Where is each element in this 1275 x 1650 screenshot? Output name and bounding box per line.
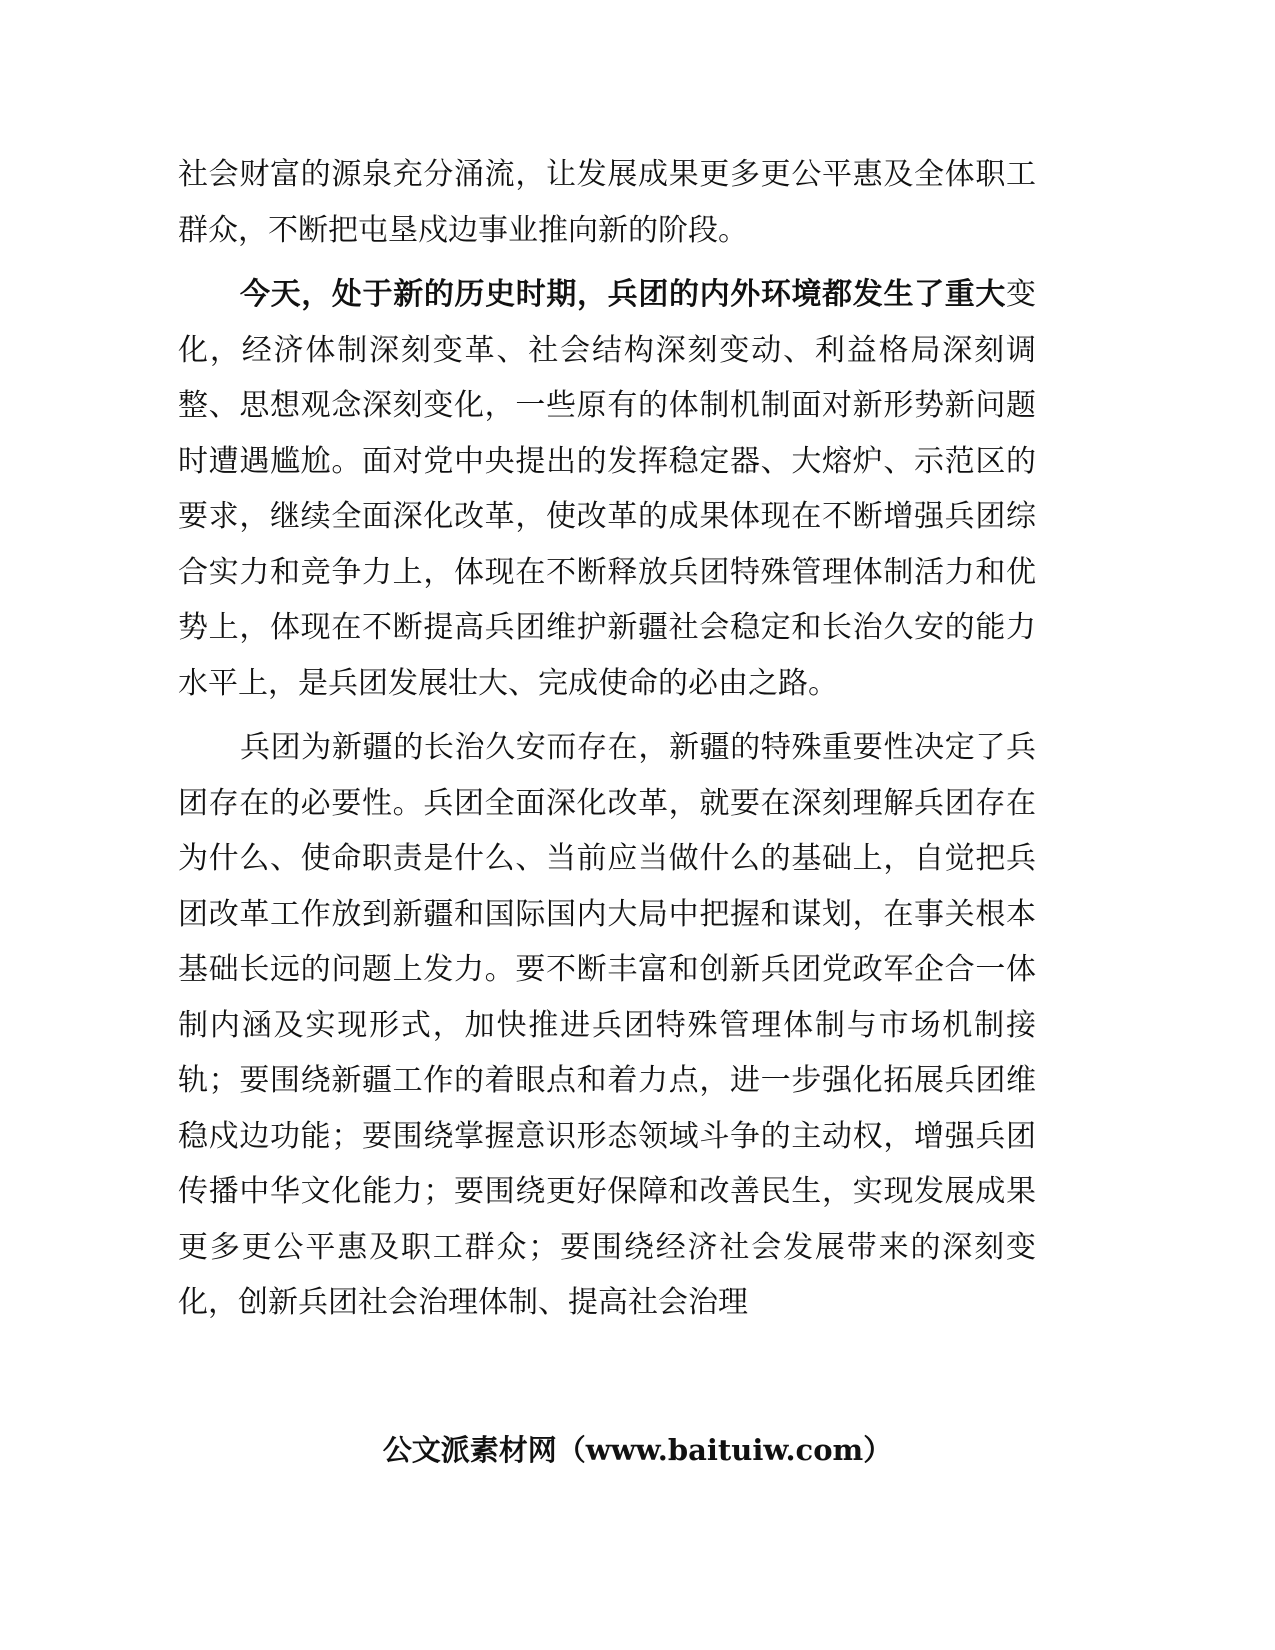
- paragraph-lead-bold: 今天，处于新的历史时期，兵团的内外环境都发生了重大: [240, 277, 1006, 312]
- footer-watermark: 公文派素材网（www.baituiw.com）: [382, 1433, 893, 1467]
- paragraph-today: [178, 267, 1036, 711]
- document-body: [178, 147, 1036, 1340]
- paragraph-body: 变化，经济体制深刻变革、社会结构深刻变动、利益格局深刻调整、思想观念深刻变化，一些原有的体制机制面对新形势新问题时遭遇尴尬。面对党中央提出的发挥稳定器、大熔炉、示范区的要求，继续全面深化改革，使改革的成果体现在不断增强兵团综合实力和竞争力上，体现在不断释放兵团特殊管理体制活力和优势上，体现在不断提高兵团维护新疆社会稳定和长治久安的能力水平上，是兵团发展壮大、完成使命的必由之路。: [178, 277, 1036, 701]
- paragraph-continuation: 社会财富的源泉充分涌流，让发展成果更多更公平惠及全体职工群众，不断把屯垦戍边事业推向新的阶段。: [178, 157, 1036, 248]
- paragraph-bingtuan: 兵团为新疆的长治久安而存在，新疆的特殊重要性决定了兵团存在的必要性。兵团全面深化改革，就要在深刻理解兵团存在为什么、使命职责是什么、当前应当做什么的基础上，自觉把兵团改革工作放到新疆和国际国内大局中把握和谋划，在事关根本基础长远的问题上发力。要不断丰富和创新兵团党政军企合一体制内涵及实现形式，加快推进兵团特殊管理体制与市场机制接轨；要围绕新疆工作的着眼点和着力点，进一步强化拓展兵团维稳戍边功能；要围绕掌握意识形态领域斗争的主动权，增强兵团传播中华文化能力；要围绕更好保障和改善民生，实现发展成果更多更公平惠及职工群众；要围绕经济社会发展带来的深刻变化，创新兵团社会治理体制、提高社会治理: [178, 730, 1036, 1320]
